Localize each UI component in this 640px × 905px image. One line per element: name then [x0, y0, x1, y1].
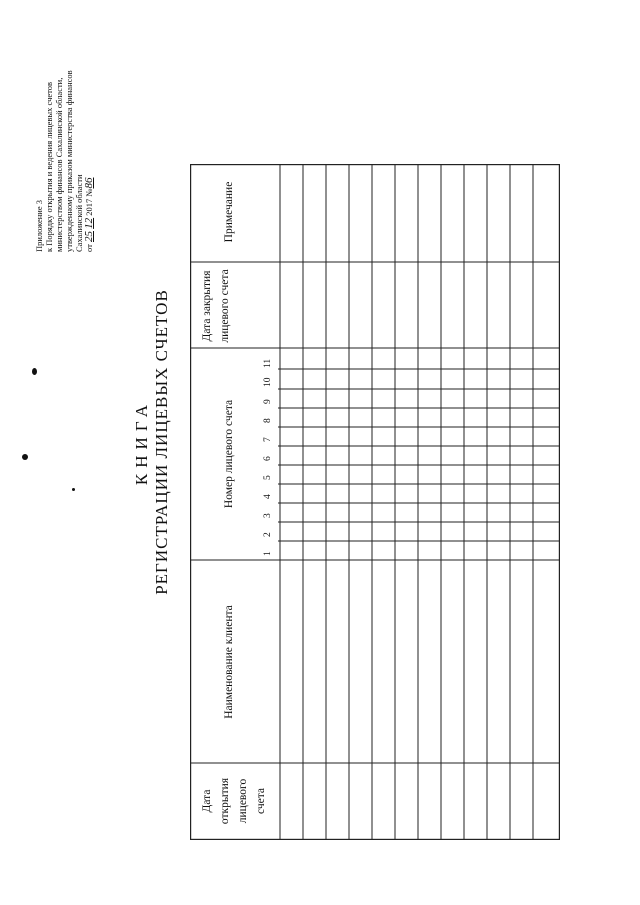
approval-line-4: утвержденному приказом министерства финансов	[64, 70, 74, 252]
approval-line-1: Приложение 3	[34, 200, 44, 252]
approval-line-2: к Порядку открытия и ведения лицевых счетов	[44, 81, 54, 252]
digit-3: 3	[263, 513, 273, 518]
date-day: 25	[83, 231, 95, 243]
approval-line-3: министерством финансов Сахалинской области,	[54, 77, 64, 252]
order-number: 86	[83, 177, 95, 189]
digit-6: 6	[263, 456, 273, 461]
digit-11: 11	[263, 358, 273, 368]
punch-mark	[32, 368, 37, 375]
digit-8: 8	[263, 418, 273, 423]
digit-7: 7	[263, 437, 273, 442]
header-open-date: Дата открытия лицевого счета	[201, 777, 267, 825]
date-month: 12	[83, 217, 95, 229]
approval-stamp	[34, 0, 94, 252]
header-close-date: Дата закрытия лицевого счета	[201, 269, 231, 343]
approval-line-5: Сахалинской области	[74, 174, 84, 252]
document-title	[132, 192, 172, 692]
title-book: КНИГА	[132, 398, 151, 486]
digit-9: 9	[263, 399, 273, 404]
date-year: 2017	[84, 198, 94, 216]
digit-4: 4	[263, 494, 273, 499]
register-table-grid	[190, 164, 560, 840]
date-prefix: от	[84, 244, 94, 252]
header-note: Примечание	[223, 181, 235, 243]
digit-10: 10	[263, 377, 273, 387]
punch-mark	[22, 454, 28, 460]
punch-mark	[72, 488, 75, 491]
header-client: Наименование клиента	[223, 605, 235, 719]
title-registry: РЕГИСТРАЦИИ ЛИЦЕВЫХ СЧЕТОВ	[152, 289, 171, 595]
digit-5: 5	[263, 475, 273, 480]
header-account-number: Номер лицевого счета	[223, 399, 235, 509]
number-prefix: №	[84, 188, 94, 197]
approval-date-line	[84, 0, 94, 252]
rotated-page	[10, 12, 630, 892]
digit-2: 2	[263, 532, 273, 537]
digit-1: 1	[263, 551, 273, 556]
